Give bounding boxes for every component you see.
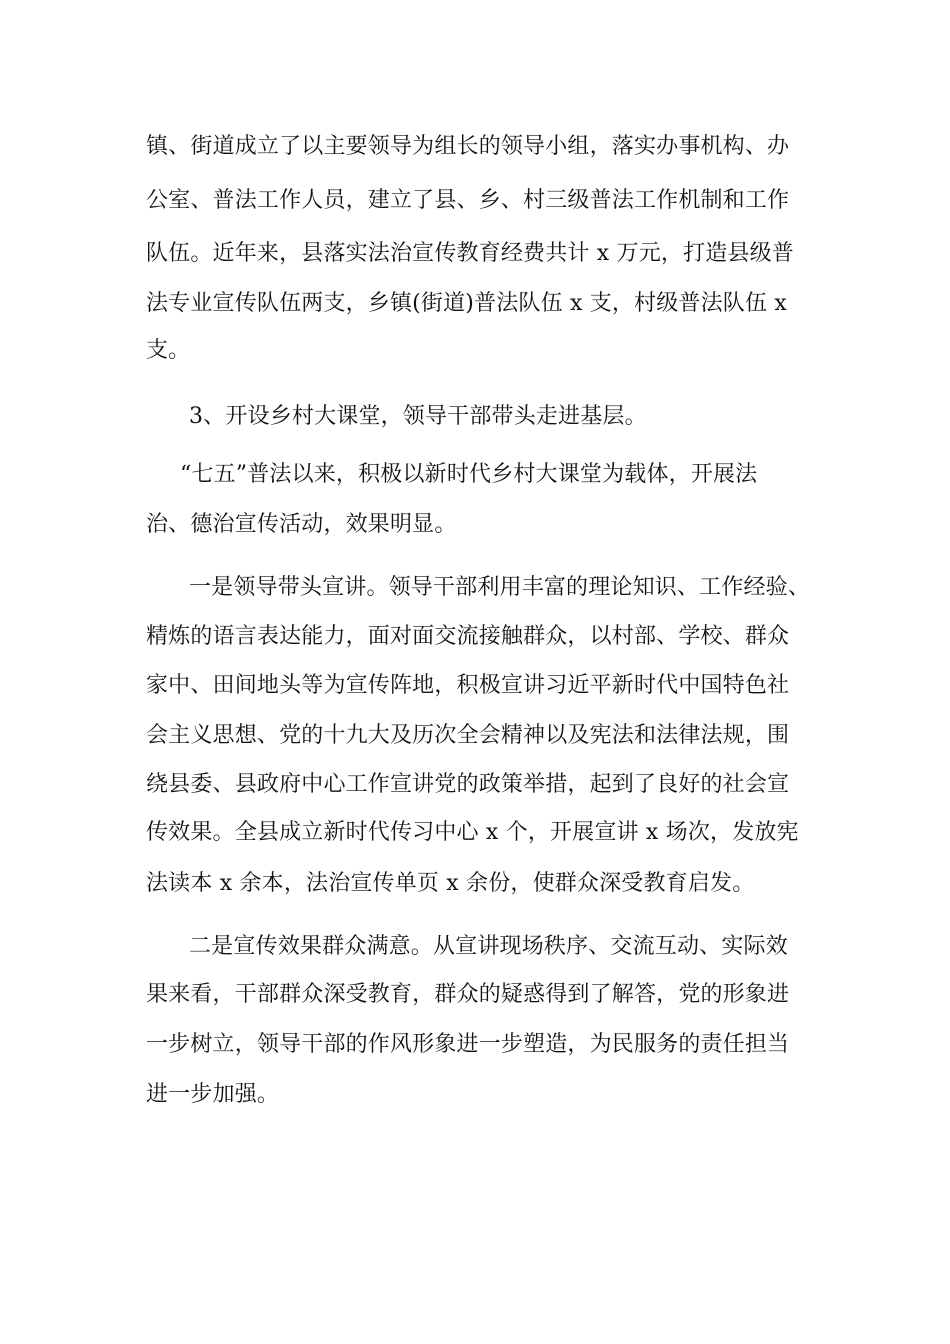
section-heading: 3、开设乡村大课堂，领导干部带头走进基层。 [189,404,647,429]
paragraph-line: 传效果。全县成立新时代传习中心 x 个，开展宣讲 x 场次，发放宪 [146,820,799,845]
paragraph-line: 一步树立，领导干部的作风形象进一步塑造，为民服务的责任担当 [146,1032,790,1057]
paragraph-line: 会主义思想、党的十九大及历次全会精神以及宪法和法律法规，围 [146,723,790,748]
paragraph-line: 镇、街道成立了以主要领导为组长的领导小组，落实办事机构、办 [146,134,790,159]
paragraph-line: 二是宣传效果群众满意。从宣讲现场秩序、交流互动、实际效 [189,934,788,959]
paragraph-line: 队伍。近年来，县落实法治宣传教育经费共计 x 万元，打造县级普 [146,241,794,266]
paragraph-line: 精炼的语言表达能力，面对面交流接触群众，以村部、学校、群众 [146,624,790,649]
paragraph-line: 一是领导带头宣讲。领导干部利用丰富的理论知识、工作经验、 [189,575,811,600]
paragraph-line: 治、德治宣传活动，效果明显。 [146,512,457,537]
paragraph-line: 法读本 x 余本，法治宣传单页 x 余份，使群众深受教育启发。 [146,871,755,896]
paragraph-line: 法专业宣传队伍两支，乡镇(街道)普法队伍 x 支，村级普法队伍 x [146,291,787,316]
paragraph-line: “七五”普法以来，积极以新时代乡村大课堂为载体，开展法 [180,462,758,487]
paragraph-line: 家中、田间地头等为宣传阵地，积极宣讲习近平新时代中国特色社 [146,673,790,698]
paragraph-line: 进一步加强。 [146,1082,280,1107]
paragraph-line: 绕县委、县政府中心工作宣讲党的政策举措，起到了良好的社会宣 [146,772,790,797]
paragraph-line: 果来看，干部群众深受教育，群众的疑惑得到了解答，党的形象进 [146,982,790,1007]
paragraph-line: 支。 [146,338,191,363]
paragraph-line: 公室、普法工作人员，建立了县、乡、村三级普法工作机制和工作 [146,188,790,213]
